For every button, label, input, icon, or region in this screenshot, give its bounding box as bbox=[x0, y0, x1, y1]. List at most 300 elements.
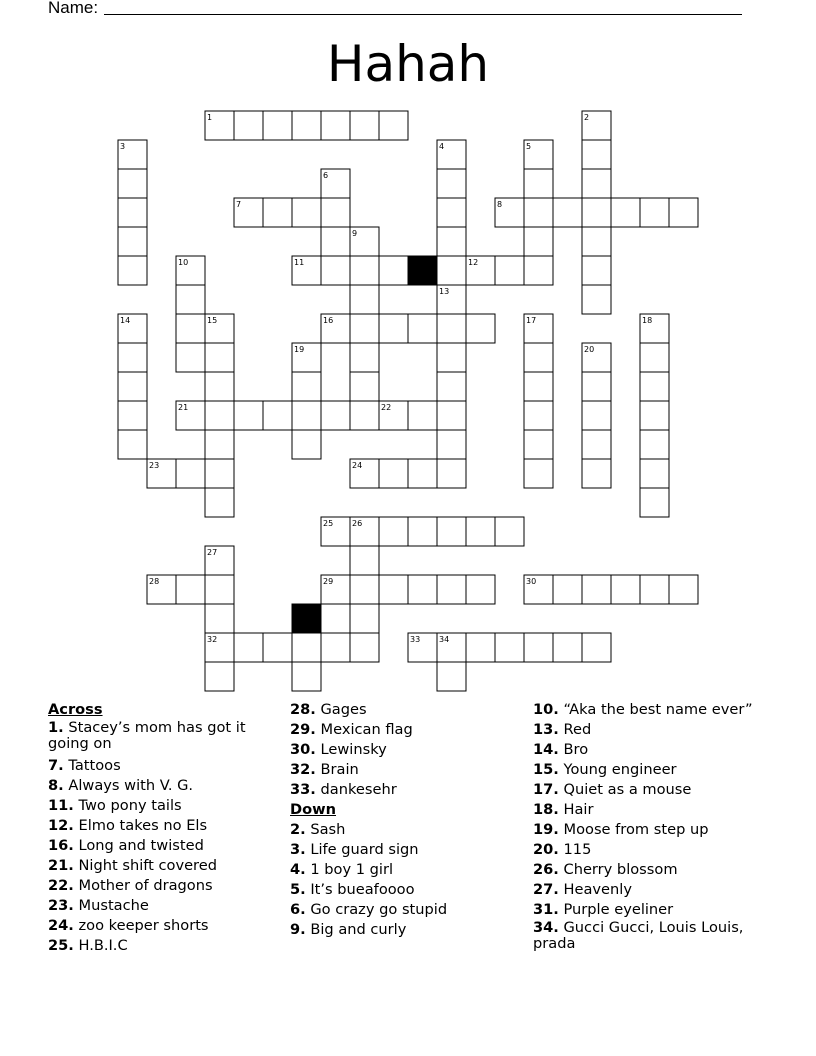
clue-text: Always with V. G. bbox=[68, 777, 194, 794]
grid-cell[interactable] bbox=[437, 575, 466, 604]
grid-cell[interactable] bbox=[640, 459, 669, 488]
clue-number: 12 bbox=[468, 258, 479, 267]
clue-number: 22 bbox=[381, 403, 392, 412]
clue-number-label: 27. bbox=[533, 881, 559, 898]
grid-cell[interactable] bbox=[118, 198, 147, 227]
grid-cell[interactable] bbox=[321, 198, 350, 227]
clue-number-label: 1. bbox=[48, 719, 64, 736]
clue-number: 21 bbox=[178, 403, 189, 412]
grid-cell[interactable] bbox=[640, 575, 669, 604]
clue-number-label: 28. bbox=[290, 701, 316, 718]
grid-cell[interactable] bbox=[118, 372, 147, 401]
clue-item bbox=[48, 796, 278, 816]
clue-number: 1 bbox=[207, 113, 213, 122]
grid-cell[interactable] bbox=[118, 430, 147, 459]
grid-cell[interactable] bbox=[582, 372, 611, 401]
clue-text: Go crazy go stupid bbox=[310, 901, 448, 918]
clue-column-2 bbox=[290, 700, 520, 940]
grid-cell[interactable] bbox=[640, 343, 669, 372]
grid-cell[interactable] bbox=[524, 198, 553, 227]
clue-item bbox=[290, 820, 520, 840]
grid-cell[interactable] bbox=[234, 401, 263, 430]
grid-cell[interactable] bbox=[495, 256, 524, 285]
clue-text: Gucci Gucci, Louis Louis, prada bbox=[533, 919, 744, 952]
clue-text: Mustache bbox=[78, 897, 149, 914]
grid-cell[interactable] bbox=[379, 314, 408, 343]
grid-cell[interactable] bbox=[147, 459, 176, 488]
clue-text: dankesehr bbox=[320, 781, 397, 798]
clue-number: 8 bbox=[497, 200, 503, 209]
grid-cell[interactable] bbox=[582, 575, 611, 604]
grid-cell[interactable] bbox=[582, 227, 611, 256]
clue-item bbox=[48, 936, 278, 956]
grid-cell[interactable] bbox=[205, 314, 234, 343]
clue-number: 17 bbox=[526, 316, 537, 325]
grid-cell[interactable] bbox=[205, 575, 234, 604]
grid-cell[interactable] bbox=[321, 517, 350, 546]
grid-cell[interactable] bbox=[234, 633, 263, 662]
clue-column-3 bbox=[533, 700, 773, 956]
clue-text: Life guard sign bbox=[310, 841, 419, 858]
grid-cell[interactable] bbox=[437, 198, 466, 227]
clue-text: Big and curly bbox=[310, 921, 407, 938]
across-heading: Across bbox=[48, 701, 103, 718]
clue-number-label: 21. bbox=[48, 857, 74, 874]
grid-cell[interactable] bbox=[205, 604, 234, 633]
grid-cell[interactable] bbox=[292, 662, 321, 691]
grid-cell[interactable] bbox=[350, 314, 379, 343]
clue-number: 32 bbox=[207, 635, 218, 644]
grid-cell[interactable] bbox=[321, 401, 350, 430]
clue-text: Two pony tails bbox=[78, 797, 182, 814]
grid-cell[interactable] bbox=[437, 401, 466, 430]
clue-number-label: 14. bbox=[533, 741, 559, 758]
grid-cell[interactable] bbox=[292, 430, 321, 459]
clue-number: 6 bbox=[323, 171, 329, 180]
name-field[interactable] bbox=[104, 14, 742, 15]
grid-cell[interactable] bbox=[292, 111, 321, 140]
grid-cell[interactable] bbox=[176, 459, 205, 488]
clue-item bbox=[533, 800, 773, 820]
clue-text: Sash bbox=[310, 821, 346, 838]
grid-cell[interactable] bbox=[437, 517, 466, 546]
grid-cell[interactable] bbox=[379, 517, 408, 546]
clue-text: Long and twisted bbox=[78, 837, 204, 854]
grid-cell[interactable] bbox=[205, 401, 234, 430]
clue-item bbox=[48, 776, 278, 796]
clue-number-label: 20. bbox=[533, 841, 559, 858]
clue-number: 2 bbox=[584, 113, 590, 122]
grid-cell[interactable] bbox=[350, 633, 379, 662]
grid-cell[interactable] bbox=[437, 227, 466, 256]
grid-cell[interactable] bbox=[466, 517, 495, 546]
clue-number: 28 bbox=[149, 577, 160, 586]
clue-number: 15 bbox=[207, 316, 218, 325]
grid-cell[interactable] bbox=[350, 604, 379, 633]
grid-cell[interactable] bbox=[350, 517, 379, 546]
grid-cell[interactable] bbox=[466, 575, 495, 604]
grid-cell[interactable] bbox=[176, 343, 205, 372]
clue-text: It’s bueafoooo bbox=[310, 881, 415, 898]
grid-cell[interactable] bbox=[350, 401, 379, 430]
clue-number: 19 bbox=[294, 345, 305, 354]
grid-cell[interactable] bbox=[321, 604, 350, 633]
clue-item bbox=[533, 920, 773, 952]
clue-number-label: 29. bbox=[290, 721, 316, 738]
clue-number-label: 10. bbox=[533, 701, 559, 718]
clue-item bbox=[290, 860, 520, 880]
grid-cell[interactable] bbox=[524, 430, 553, 459]
clue-number-label: 2. bbox=[290, 821, 306, 838]
grid-cell[interactable] bbox=[640, 401, 669, 430]
clue-number: 23 bbox=[149, 461, 160, 470]
grid-cell[interactable] bbox=[582, 343, 611, 372]
grid-cell[interactable] bbox=[263, 633, 292, 662]
clue-text: Stacey’s mom has got it going on bbox=[48, 719, 246, 752]
clue-text: Night shift covered bbox=[78, 857, 217, 874]
clue-number: 27 bbox=[207, 548, 218, 557]
grid-cell[interactable] bbox=[205, 546, 234, 575]
clue-number-label: 23. bbox=[48, 897, 74, 914]
clue-item bbox=[48, 916, 278, 936]
grid-cell[interactable] bbox=[205, 372, 234, 401]
clue-number: 14 bbox=[120, 316, 131, 325]
grid-cell[interactable] bbox=[176, 256, 205, 285]
clue-number: 13 bbox=[439, 287, 450, 296]
grid-cell[interactable] bbox=[524, 633, 553, 662]
grid-cell[interactable] bbox=[292, 633, 321, 662]
grid-cell[interactable] bbox=[466, 633, 495, 662]
clue-item bbox=[48, 856, 278, 876]
grid-cell[interactable] bbox=[234, 111, 263, 140]
clue-number-label: 13. bbox=[533, 721, 559, 738]
grid-cell[interactable] bbox=[553, 198, 582, 227]
grid-cell[interactable] bbox=[118, 140, 147, 169]
grid-cell[interactable] bbox=[118, 169, 147, 198]
grid-cell[interactable] bbox=[524, 459, 553, 488]
clue-item bbox=[290, 720, 520, 740]
clue-number-label: 32. bbox=[290, 761, 316, 778]
grid-cell[interactable] bbox=[437, 633, 466, 662]
grid-cell[interactable] bbox=[408, 517, 437, 546]
grid-cell[interactable] bbox=[350, 227, 379, 256]
grid-cell[interactable] bbox=[582, 430, 611, 459]
clue-item bbox=[290, 700, 520, 720]
clue-number: 31 bbox=[294, 606, 305, 615]
grid-cell[interactable] bbox=[205, 662, 234, 691]
clue-number-label: 18. bbox=[533, 801, 559, 818]
clue-number-label: 25. bbox=[48, 937, 74, 954]
clue-item bbox=[290, 760, 520, 780]
clue-number-label: 3. bbox=[290, 841, 306, 858]
grid-cell[interactable] bbox=[582, 401, 611, 430]
grid-cell[interactable] bbox=[321, 111, 350, 140]
grid-cell[interactable] bbox=[205, 459, 234, 488]
grid-cell[interactable] bbox=[321, 256, 350, 285]
grid-cell[interactable] bbox=[495, 198, 524, 227]
grid-cell[interactable] bbox=[524, 227, 553, 256]
grid-cell[interactable] bbox=[495, 633, 524, 662]
grid-cell[interactable] bbox=[350, 546, 379, 575]
clue-text: Quiet as a mouse bbox=[563, 781, 692, 798]
grid-cell[interactable] bbox=[176, 285, 205, 314]
clue-number: 7 bbox=[236, 200, 242, 209]
grid-cell[interactable] bbox=[205, 343, 234, 372]
clue-item bbox=[48, 756, 278, 776]
grid-cell[interactable] bbox=[611, 198, 640, 227]
clue-text: zoo keeper shorts bbox=[78, 917, 209, 934]
clue-item bbox=[533, 900, 773, 920]
clue-item bbox=[533, 880, 773, 900]
grid-cell[interactable] bbox=[437, 140, 466, 169]
black-cell bbox=[408, 256, 437, 285]
clue-text: “Aka the best name ever” bbox=[563, 701, 753, 718]
clue-number-label: 15. bbox=[533, 761, 559, 778]
clue-column-1 bbox=[48, 700, 278, 956]
grid-cell[interactable] bbox=[263, 111, 292, 140]
clue-number-label: 26. bbox=[533, 861, 559, 878]
grid-cell[interactable] bbox=[205, 430, 234, 459]
grid-cell[interactable] bbox=[524, 343, 553, 372]
clue-item bbox=[290, 900, 520, 920]
grid-cell[interactable] bbox=[553, 575, 582, 604]
grid-cell[interactable] bbox=[350, 372, 379, 401]
grid-cell[interactable] bbox=[379, 401, 408, 430]
clue-number-label: 24. bbox=[48, 917, 74, 934]
clue-text: Young engineer bbox=[563, 761, 677, 778]
clue-item bbox=[290, 880, 520, 900]
grid-cell[interactable] bbox=[437, 662, 466, 691]
grid-cell[interactable] bbox=[408, 459, 437, 488]
clue-item bbox=[533, 780, 773, 800]
grid-cell[interactable] bbox=[118, 256, 147, 285]
down-heading: Down bbox=[290, 801, 337, 818]
grid-cell[interactable] bbox=[524, 401, 553, 430]
grid-cell[interactable] bbox=[379, 256, 408, 285]
grid-cell[interactable] bbox=[495, 517, 524, 546]
clue-item bbox=[48, 836, 278, 856]
clue-number: 33 bbox=[410, 635, 421, 644]
grid-cell[interactable] bbox=[408, 633, 437, 662]
grid-cell[interactable] bbox=[524, 169, 553, 198]
grid-cell[interactable] bbox=[176, 401, 205, 430]
clue-item bbox=[533, 720, 773, 740]
clue-item bbox=[48, 896, 278, 916]
clue-text: Moose from step up bbox=[563, 821, 709, 838]
clue-item bbox=[533, 840, 773, 860]
clue-number-label: 9. bbox=[290, 921, 306, 938]
grid-cell[interactable] bbox=[350, 111, 379, 140]
clue-number-label: 5. bbox=[290, 881, 306, 898]
grid-cell[interactable] bbox=[669, 575, 698, 604]
grid-cell[interactable] bbox=[582, 285, 611, 314]
grid-cell[interactable] bbox=[292, 401, 321, 430]
grid-cell[interactable] bbox=[408, 575, 437, 604]
grid-cell[interactable] bbox=[292, 372, 321, 401]
clue-item bbox=[290, 740, 520, 760]
grid-cell[interactable] bbox=[205, 633, 234, 662]
grid-cell[interactable] bbox=[350, 343, 379, 372]
clue-text: Red bbox=[563, 721, 592, 738]
grid-cell[interactable] bbox=[669, 198, 698, 227]
clue-number-label: 22. bbox=[48, 877, 74, 894]
clue-text: Hair bbox=[563, 801, 594, 818]
clue-number-label: 12. bbox=[48, 817, 74, 834]
clue-item bbox=[533, 740, 773, 760]
grid-cell[interactable] bbox=[640, 314, 669, 343]
grid-cell[interactable] bbox=[640, 488, 669, 517]
clue-item bbox=[290, 840, 520, 860]
grid-cell[interactable] bbox=[408, 314, 437, 343]
grid-cell[interactable] bbox=[582, 169, 611, 198]
clue-number: 3 bbox=[120, 142, 126, 151]
grid-cell[interactable] bbox=[524, 256, 553, 285]
grid-cell[interactable] bbox=[437, 285, 466, 314]
clue-number: 4 bbox=[439, 142, 445, 151]
clue-item bbox=[48, 720, 278, 752]
grid-cell[interactable] bbox=[553, 633, 582, 662]
grid-cell[interactable] bbox=[118, 314, 147, 343]
grid-cell[interactable] bbox=[582, 140, 611, 169]
grid-cell[interactable] bbox=[379, 111, 408, 140]
black-cell bbox=[292, 604, 321, 633]
clue-number-label: 8. bbox=[48, 777, 64, 794]
grid-cell[interactable] bbox=[582, 111, 611, 140]
grid-cell[interactable] bbox=[321, 633, 350, 662]
grid-cell[interactable] bbox=[321, 575, 350, 604]
grid-cell[interactable] bbox=[437, 459, 466, 488]
grid-cell[interactable] bbox=[234, 198, 263, 227]
clue-item bbox=[290, 780, 520, 800]
clue-text: H.B.I.C bbox=[78, 937, 128, 954]
clue-number-label: 19. bbox=[533, 821, 559, 838]
grid-cell[interactable] bbox=[176, 575, 205, 604]
clue-number-label: 33. bbox=[290, 781, 316, 798]
grid-cell[interactable] bbox=[524, 575, 553, 604]
clue-item bbox=[48, 876, 278, 896]
clue-text: Gages bbox=[320, 701, 367, 718]
grid-cell[interactable] bbox=[640, 372, 669, 401]
grid-cell[interactable] bbox=[379, 459, 408, 488]
grid-cell[interactable] bbox=[466, 256, 495, 285]
name-label: Name: bbox=[48, 0, 99, 17]
clue-text: Cherry blossom bbox=[563, 861, 678, 878]
grid-cell[interactable] bbox=[437, 256, 466, 285]
clue-text: 1 boy 1 girl bbox=[310, 861, 394, 878]
clue-item bbox=[533, 760, 773, 780]
clue-item bbox=[533, 820, 773, 840]
clue-number: 34 bbox=[439, 635, 450, 644]
clue-text: Brain bbox=[320, 761, 359, 778]
grid-cell[interactable] bbox=[379, 575, 408, 604]
grid-cell[interactable] bbox=[437, 169, 466, 198]
grid-cell[interactable] bbox=[147, 575, 176, 604]
grid-cell[interactable] bbox=[582, 633, 611, 662]
clue-number: 16 bbox=[323, 316, 334, 325]
grid-cell[interactable] bbox=[408, 401, 437, 430]
grid-cell[interactable] bbox=[582, 459, 611, 488]
page-title: Hahah bbox=[326, 35, 490, 93]
grid-cell[interactable] bbox=[321, 169, 350, 198]
clue-text: Mexican flag bbox=[320, 721, 413, 738]
grid-cell[interactable] bbox=[321, 314, 350, 343]
grid-cell[interactable] bbox=[582, 256, 611, 285]
clue-number: 9 bbox=[352, 229, 358, 238]
clue-number: 30 bbox=[526, 577, 537, 586]
grid-cell[interactable] bbox=[292, 343, 321, 372]
grid-cell[interactable] bbox=[118, 401, 147, 430]
clue-item bbox=[533, 860, 773, 880]
grid-cell[interactable] bbox=[437, 343, 466, 372]
grid-cell[interactable] bbox=[263, 401, 292, 430]
clue-number-label: 31. bbox=[533, 901, 559, 918]
clue-number: 26 bbox=[352, 519, 363, 528]
grid-cell[interactable] bbox=[640, 430, 669, 459]
clue-text: Lewinsky bbox=[320, 741, 387, 758]
clue-number: 11 bbox=[294, 258, 305, 267]
clue-text: Heavenly bbox=[563, 881, 632, 898]
grid-cell[interactable] bbox=[205, 488, 234, 517]
grid-cell[interactable] bbox=[292, 256, 321, 285]
clue-text: Elmo takes no Els bbox=[78, 817, 208, 834]
clue-number-label: 7. bbox=[48, 757, 64, 774]
grid-cell[interactable] bbox=[524, 140, 553, 169]
grid-cell[interactable] bbox=[321, 227, 350, 256]
clue-text: Purple eyeliner bbox=[563, 901, 674, 918]
clue-item bbox=[48, 816, 278, 836]
grid-cell[interactable] bbox=[437, 372, 466, 401]
clue-number-label: 17. bbox=[533, 781, 559, 798]
clue-number-label: 11. bbox=[48, 797, 74, 814]
grid-cell[interactable] bbox=[466, 314, 495, 343]
grid-cell[interactable] bbox=[611, 575, 640, 604]
grid-cell[interactable] bbox=[350, 256, 379, 285]
grid-cell[interactable] bbox=[263, 198, 292, 227]
grid-cell[interactable] bbox=[176, 314, 205, 343]
grid-cell[interactable] bbox=[524, 372, 553, 401]
clue-text: 115 bbox=[563, 841, 592, 858]
grid-cell[interactable] bbox=[640, 198, 669, 227]
grid-cell[interactable] bbox=[350, 285, 379, 314]
clue-number-label: 4. bbox=[290, 861, 306, 878]
clue-number: 24 bbox=[352, 461, 363, 470]
clue-item bbox=[290, 920, 520, 940]
clue-number-label: 6. bbox=[290, 901, 306, 918]
grid-cell[interactable] bbox=[437, 430, 466, 459]
clue-number-label: 16. bbox=[48, 837, 74, 854]
clue-number: 5 bbox=[526, 142, 532, 151]
clue-number: 25 bbox=[323, 519, 334, 528]
clue-text: Tattoos bbox=[68, 757, 121, 774]
grid-cell[interactable] bbox=[118, 227, 147, 256]
grid-cell[interactable] bbox=[118, 343, 147, 372]
clue-number: 18 bbox=[642, 316, 653, 325]
grid-cell[interactable] bbox=[292, 198, 321, 227]
grid-cell[interactable] bbox=[350, 459, 379, 488]
grid-cell[interactable] bbox=[582, 198, 611, 227]
clue-number-label: 30. bbox=[290, 741, 316, 758]
grid-cell[interactable] bbox=[524, 314, 553, 343]
grid-cell[interactable] bbox=[350, 575, 379, 604]
clue-number: 10 bbox=[178, 258, 189, 267]
clue-number: 20 bbox=[584, 345, 595, 354]
clue-number: 29 bbox=[323, 577, 334, 586]
grid-cell[interactable] bbox=[205, 111, 234, 140]
clue-text: Mother of dragons bbox=[78, 877, 213, 894]
grid-cell[interactable] bbox=[437, 314, 466, 343]
clue-number-label: 34. bbox=[533, 919, 559, 936]
clue-text: Bro bbox=[563, 741, 589, 758]
